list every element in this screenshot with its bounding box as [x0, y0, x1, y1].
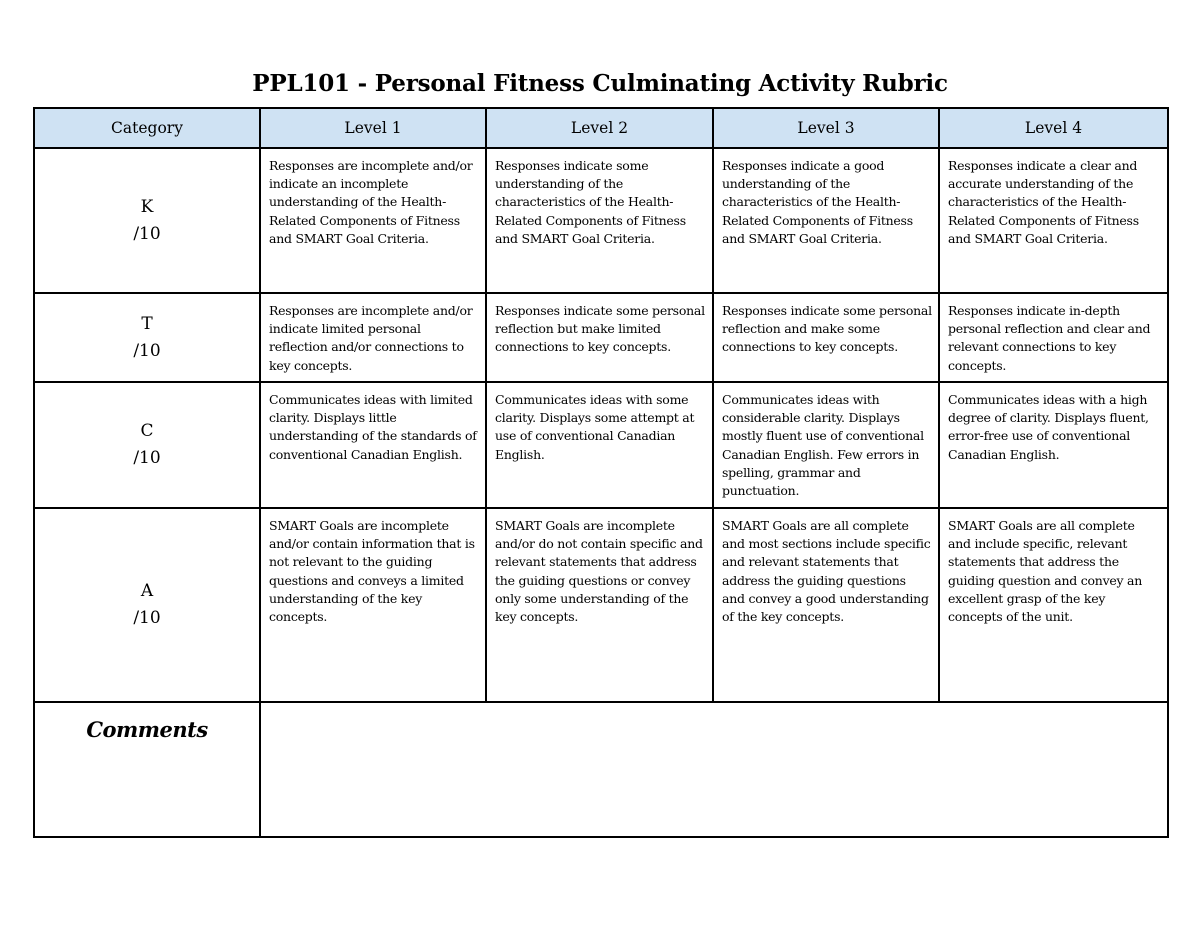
row-k: [34, 148, 1168, 293]
comments-label: Comments: [34, 702, 260, 837]
t-level-2-cell: Responses indicate some personal reflection but make limited connections to key concepts.: [486, 293, 713, 382]
header-level-3: Level 3: [713, 108, 939, 148]
k-level-4-cell: Responses indicate a clear and accurate understanding of the characteristics of the Health-Related Components of Fitness and SMART Goal Criteria.: [939, 148, 1168, 293]
category-score: /10: [133, 223, 161, 244]
category-score: /10: [133, 608, 161, 628]
k-level-2-cell: Responses indicate some understanding of the characteristics of the Health-Related Components of Fitness and SMART Goal Criteria.: [486, 148, 713, 293]
c-level-4-cell: Communicates ideas with a high degree of clarity. Displays fluent, error-free use of conventional Canadian English.: [939, 382, 1168, 508]
category-letter: C: [140, 421, 154, 441]
c-level-1-cell: Communicates ideas with limited clarity. Displays little understanding of the standards of conventional Canadian English.: [260, 382, 486, 508]
t-level-3-cell: Responses indicate some personal reflection and make some connections to key concepts.: [713, 293, 939, 382]
row-c: [34, 382, 1168, 508]
category-score: /10: [133, 340, 161, 361]
category-cell-a: [34, 508, 260, 702]
header-level-2: Level 2: [486, 108, 713, 148]
category-score: /10: [133, 448, 161, 468]
a-level-3-cell: SMART Goals are all complete and most sections include specific and relevant statements that address the guiding questions and convey a good understanding of the key concepts.: [713, 508, 939, 702]
category-letter: T: [141, 313, 153, 334]
category-letter: K: [140, 196, 154, 217]
header-level-1: Level 1: [260, 108, 486, 148]
category-letter: A: [140, 581, 154, 601]
comments-row: [34, 702, 1168, 837]
category-cell-t: [34, 293, 260, 382]
k-level-3-cell: Responses indicate a good understanding of the characteristics of the Health-Related Components of Fitness and SMART Goal Criteria.: [713, 148, 939, 293]
comments-field[interactable]: [260, 702, 1168, 837]
header-level-4: Level 4: [939, 108, 1168, 148]
row-t: [34, 293, 1168, 382]
a-level-4-cell: SMART Goals are all complete and include specific, relevant statements that address the guiding question and convey an excellent grasp of the key concepts of the unit.: [939, 508, 1168, 702]
a-level-2-cell: SMART Goals are incomplete and/or do not contain specific and relevant statements that address the guiding questions or convey only some understanding of the key concepts.: [486, 508, 713, 702]
c-level-2-cell: Communicates ideas with some clarity. Displays some attempt at use of conventional Canadian English.: [486, 382, 713, 508]
category-cell-k: [34, 148, 260, 293]
t-level-4-cell: Responses indicate in-depth personal reflection and clear and relevant connections to key concepts.: [939, 293, 1168, 382]
header-row: [34, 108, 1168, 148]
category-cell-c: [34, 382, 260, 508]
document-title: PPL101 - Personal Fitness Culminating Activity Rubric: [252, 70, 948, 97]
t-level-1-cell: Responses are incomplete and/or indicate limited personal reflection and/or connections to key concepts.: [260, 293, 486, 382]
k-level-1-cell: Responses are incomplete and/or indicate an incomplete understanding of the Health-Related Components of Fitness and SMART Goal Criteria.: [260, 148, 486, 293]
c-level-3-cell: Communicates ideas with considerable clarity. Displays mostly fluent use of conventional Canadian English. Few errors in spelling, grammar and punctuation.: [713, 382, 939, 508]
row-a: [34, 508, 1168, 702]
rubric-table: [33, 107, 1169, 838]
a-level-1-cell: SMART Goals are incomplete and/or contain information that is not relevant to the guiding questions and conveys a limited understanding of the key concepts.: [260, 508, 486, 702]
header-category: Category: [34, 108, 260, 148]
